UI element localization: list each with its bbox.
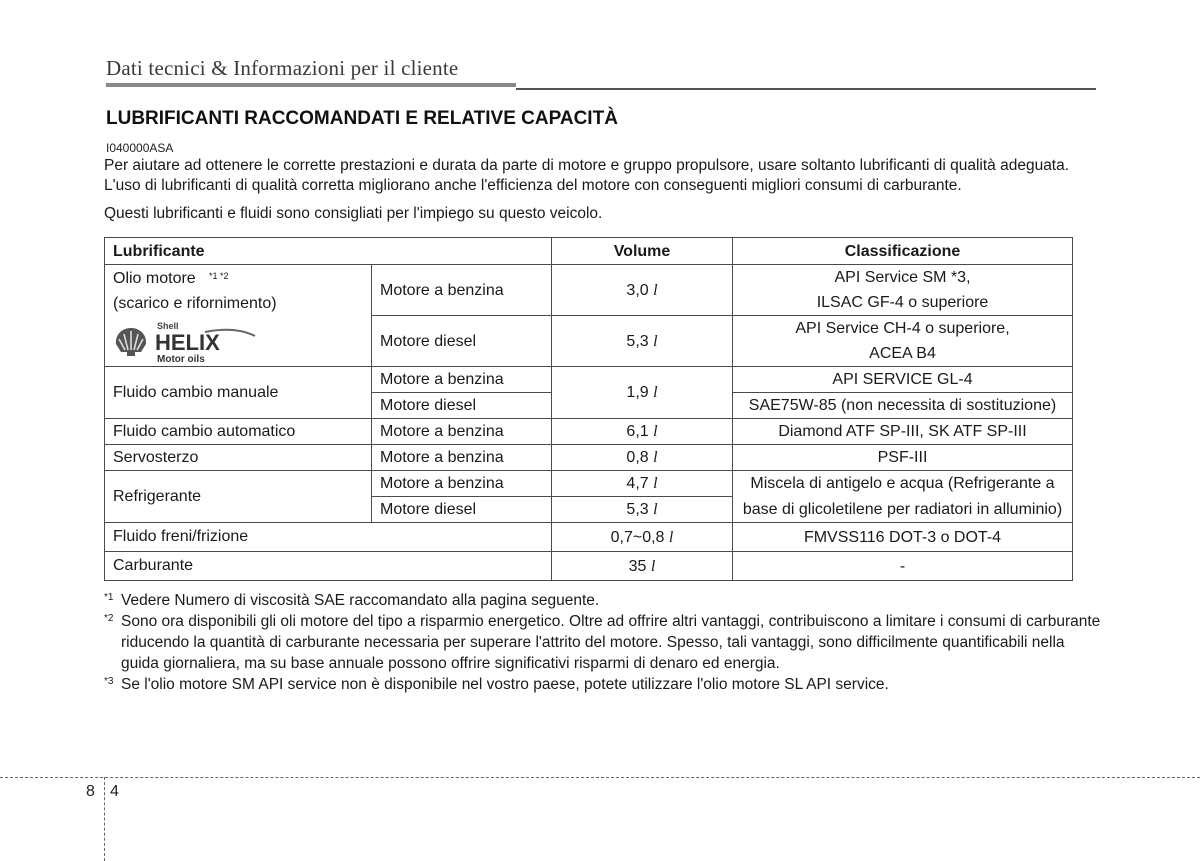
header-rule-thin xyxy=(516,88,1096,90)
fuel-name: Carburante xyxy=(105,552,552,581)
lubricants-table xyxy=(104,237,1073,581)
oil-diesel-engine: Motore diesel xyxy=(372,316,552,367)
table-row xyxy=(105,367,1073,393)
automatic-volume: 6,1 l xyxy=(552,419,733,445)
coolant-volume-2: 5,3 l xyxy=(552,497,733,523)
footnote xyxy=(104,590,1104,611)
svg-text:HELIX: HELIX xyxy=(155,330,220,355)
table-row xyxy=(105,552,1073,581)
manual-engine-2: Motore diesel xyxy=(372,393,552,419)
header-volume: Volume xyxy=(552,238,733,265)
header-lubricant: Lubrificante xyxy=(105,238,552,265)
svg-text:Shell: Shell xyxy=(157,321,179,331)
oil-diesel-volume: 5,3 l xyxy=(552,316,733,367)
table-header-row xyxy=(105,238,1073,265)
section-title: LUBRIFICANTI RACCOMANDATI E RELATIVE CAPACITÀ xyxy=(106,108,618,129)
table-row xyxy=(105,445,1073,471)
footnote-mark: *3 xyxy=(104,676,114,687)
brake-volume: 0,7~0,8 l xyxy=(552,523,733,552)
footnote-text: Vedere Numero di viscosità SAE raccomandato alla pagina seguente. xyxy=(121,592,600,609)
footnote xyxy=(104,674,1104,695)
footnote-text: Se l'olio motore SM API service non è disponibile nel vostro paese, potete utilizzare l'olio motore SL API service. xyxy=(121,676,889,693)
manual-class-2: SAE75W-85 (non necessita di sostituzione) xyxy=(733,393,1073,419)
automatic-engine: Motore a benzina xyxy=(372,419,552,445)
oil-name: Olio motore xyxy=(113,270,196,287)
fuel-class: - xyxy=(733,552,1073,581)
page-number: 4 xyxy=(110,783,119,800)
oil-subtitle: (scarico e rifornimento) xyxy=(113,295,277,312)
footer-divider xyxy=(0,777,1200,778)
table-row xyxy=(105,523,1073,552)
manual-engine-1: Motore a benzina xyxy=(372,367,552,393)
coolant-class-2: base di glicoletilene per radiatori in alluminio) xyxy=(733,497,1073,523)
oil-petrol-class: API Service SM *3, ILSAC GF-4 o superiore xyxy=(733,265,1073,316)
oil-petrol-engine: Motore a benzina xyxy=(372,265,552,316)
coolant-engine-1: Motore a benzina xyxy=(372,471,552,497)
brake-class: FMVSS116 DOT-3 o DOT-4 xyxy=(733,523,1073,552)
steering-class: PSF-III xyxy=(733,445,1073,471)
steering-volume: 0,8 l xyxy=(552,445,733,471)
automatic-class: Diamond ATF SP-III, SK ATF SP-III xyxy=(733,419,1073,445)
table-row xyxy=(105,265,1073,316)
footnotes xyxy=(104,590,1104,695)
manual-name: Fluido cambio manuale xyxy=(105,367,372,419)
oil-petrol-volume: 3,0 l xyxy=(552,265,733,316)
footnote xyxy=(104,611,1104,674)
coolant-engine-2: Motore diesel xyxy=(372,497,552,523)
footnote-text: Sono ora disponibili gli oli motore del tipo a risparmio energetico. Oltre ad offrire altri vantaggi, contribuiscono a limitare i consumi di carburante riducendo la quantità di carburante necessaria per superare l'attrito del motore. Spesso, tali vantaggi, sono difficilmente quantificabili nella guida giornaliera, ma su base annuale possono offrire significativi risparmi di denaro ed energia. xyxy=(121,613,1101,672)
intro-paragraph-2: Questi lubrificanti e fluidi sono consigliati per l'impiego su questo veicolo. xyxy=(104,205,603,222)
oil-diesel-class: API Service CH-4 o superiore, ACEA B4 xyxy=(733,316,1073,367)
brake-name: Fluido freni/frizione xyxy=(105,523,552,552)
helix-wordmark xyxy=(155,320,265,364)
header-classification: Classificazione xyxy=(733,238,1073,265)
header-rule xyxy=(106,83,516,87)
intro-paragraph: Per aiutare ad ottenere le corrette prestazioni e durata da parte di motore e gruppo propulsore, usare soltanto lubrificanti di qualità adeguata. L'uso di lubrificanti di qualità corretta migliorano anche l'efficienza del motore con conseguenti migliori consumi di carburante. xyxy=(104,157,1070,194)
manual-class-1: API SERVICE GL-4 xyxy=(733,367,1073,393)
footnote-mark: *1 xyxy=(104,592,114,603)
oil-cell xyxy=(105,265,372,367)
table-row xyxy=(105,419,1073,445)
header-title: Dati tecnici & Informazioni per il cliente xyxy=(106,56,459,80)
svg-text:Motor oils: Motor oils xyxy=(157,354,205,364)
shell-icon xyxy=(113,326,149,358)
coolant-class-1: Miscela di antigelo e acqua (Refrigerante a xyxy=(733,471,1073,497)
document-code: I040000ASA xyxy=(106,141,174,155)
footnote-mark: *2 xyxy=(104,613,114,624)
coolant-name: Refrigerante xyxy=(105,471,372,523)
shell-helix-logo xyxy=(113,320,363,364)
automatic-name: Fluido cambio automatico xyxy=(105,419,372,445)
steering-name: Servosterzo xyxy=(105,445,372,471)
coolant-volume-1: 4,7 l xyxy=(552,471,733,497)
manual-volume: 1,9 l xyxy=(552,367,733,419)
table-row xyxy=(105,471,1073,497)
oil-footnote-marks: *1 *2 xyxy=(209,271,229,281)
chapter-number: 8 xyxy=(86,783,95,800)
fuel-volume: 35 l xyxy=(552,552,733,581)
footer-vertical-divider xyxy=(104,777,105,861)
steering-engine: Motore a benzina xyxy=(372,445,552,471)
